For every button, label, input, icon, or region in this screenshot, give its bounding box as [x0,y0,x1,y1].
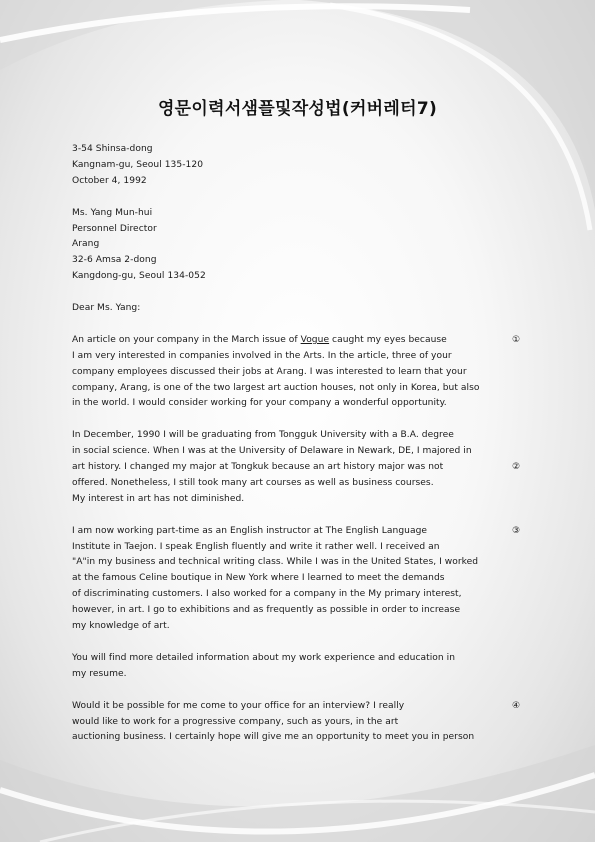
paragraph-line: art history. I changed my major at Tongkuk because an art history major was not ② [72,460,524,476]
paragraph-marker: ③ [512,525,521,536]
recipient-street: 32-6 Amsa 2-dong [72,255,157,266]
paragraph-line: however, in art. I go to exhibitions and as frequently as possible in order to increase [72,605,461,616]
recipient-name: Ms. Yang Mun-hui [72,207,153,218]
paragraph-marker: ② [512,462,521,473]
paragraph-line: auctioning business. I certainly hope will give me an opportunity to meet you in person [72,732,475,743]
paragraph-marker: ④ [512,700,521,711]
paragraph-line: company, Arang, is one of the two largest art auction houses, not only in Korea, but also [72,382,480,393]
paragraph-line: My interest in art has not diminished. [72,493,245,504]
salutation-block [72,301,524,317]
paragraph-line: my knowledge of art. [72,621,170,632]
paragraph-5 [72,699,524,747]
magazine-name: Vogue [300,334,330,345]
sender-address [72,142,524,190]
recipient-title: Personnel Director [72,223,157,234]
paragraph-4 [72,651,524,683]
paragraph-line: in social science. When I was at the University of Delaware in Newark, DE, I majored in [72,446,472,457]
letter-date: October 4, 1992 [72,175,147,186]
paragraph-3 [72,524,524,635]
paragraph-line: of discriminating customers. I also worked for a company in the My primary interest, [72,589,462,600]
sender-city: Kangnam-gu, Seoul 135-120 [72,159,204,170]
paragraph-line: You will find more detailed information about my work experience and education in [72,652,456,663]
cover-letter-body [72,142,524,762]
paragraph-line: would like to work for a progressive company, such as yours, in the art [72,716,399,727]
paragraph-line: at the famous Celine boutique in New York where I learned to meet the demands [72,573,445,584]
paragraph-marker: ① [512,334,521,345]
paragraph-line: Institute in Taejon. I speak English fluently and write it rather well. I received an [72,541,440,552]
paragraph-line: "A"in my business and technical writing class. While I was in the United States, I worked [72,557,479,568]
recipient-address [72,206,524,286]
paragraph-line: Would it be possible for me come to your office for an interview? I really ④ [72,699,524,715]
recipient-company: Arang [72,239,100,250]
paragraph-2 [72,428,524,508]
salutation: Dear Ms. Yang: [72,303,141,314]
paragraph-line: company employees discussed their jobs at Arang. I was interested to learn that your [72,366,467,377]
recipient-city: Kangdong-gu, Seoul 134-052 [72,271,206,282]
paragraph-line: I am very interested in companies involved in the Arts. In the article, three of your [72,350,452,361]
paragraph-1 [72,333,524,413]
paragraph-line: my resume. [72,668,127,679]
page-title: 영문이력서샘플및작성법(커버레터7) [157,99,438,119]
paragraph-line: offered. Nonetheless, I still took many art courses as well as business courses. [72,477,434,488]
paragraph-line: in the world. I would consider working for your company a wonderful opportunity. [72,398,447,409]
paragraph-line: An article on your company in the March issue of Vogue caught my eyes because ① [72,333,524,349]
paragraph-line: I am now working part-time as an English instructor at The English Language ③ [72,524,524,540]
sender-street: 3-54 Shinsa-dong [72,144,153,154]
paragraph-line: In December, 1990 I will be graduating from Tongguk University with a B.A. degree [72,430,454,441]
